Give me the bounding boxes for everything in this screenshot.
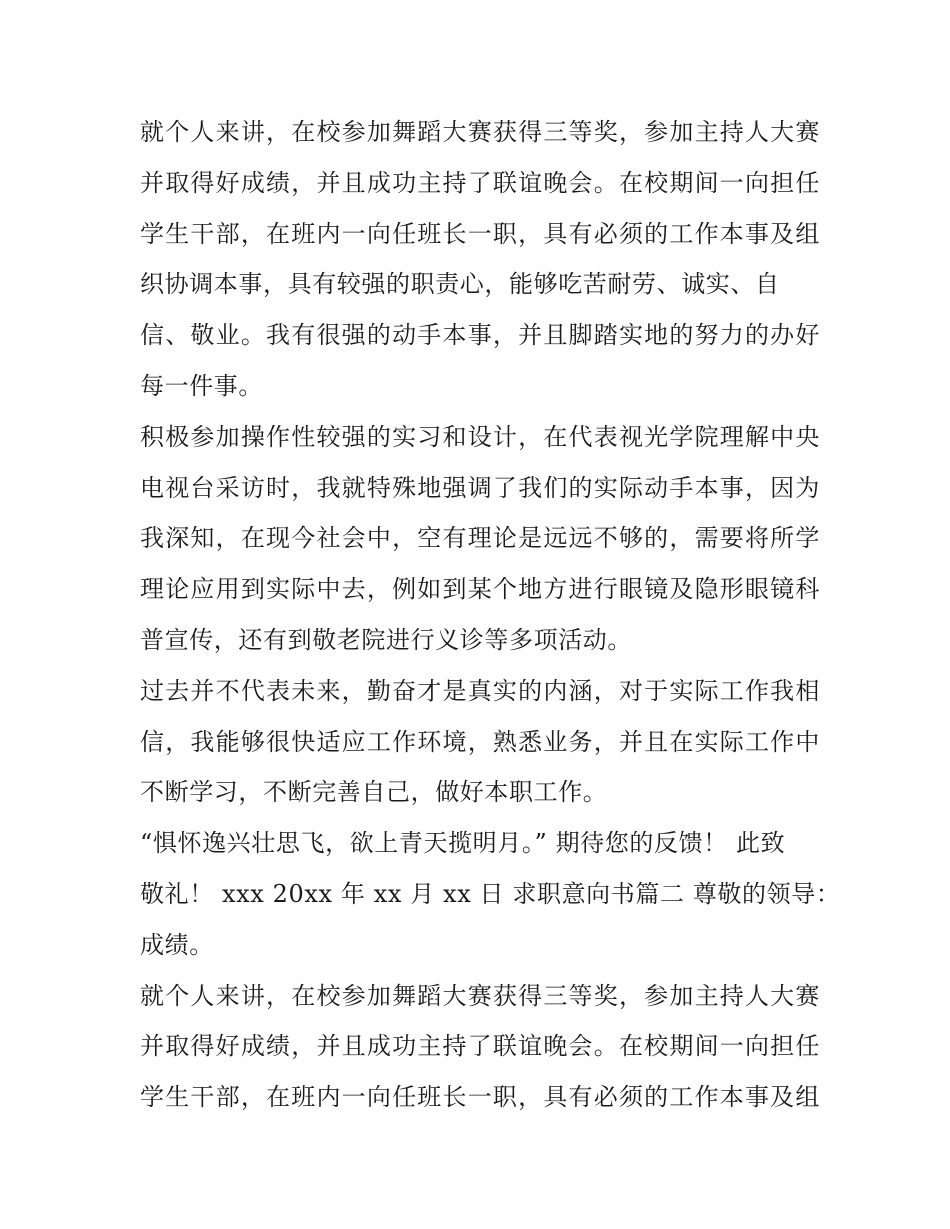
text-line: 就个人来讲，在校参加舞蹈大赛获得三等奖，参加主持人大赛 bbox=[140, 981, 820, 1010]
text-line: 理论应用到实际中去，例如到某个地方进行眼镜及隐形眼镜科 bbox=[140, 575, 820, 604]
text-line: 信、敬业。我有很强的动手本事，并且脚踏实地的努力的办好 bbox=[140, 321, 820, 350]
text-line: 织协调本事，具有较强的职责心，能够吃苦耐劳、诚实、自 bbox=[140, 270, 780, 299]
text-line: 普宣传，还有到敬老院进行义诊等多项活动。 bbox=[140, 625, 632, 654]
text-line: 学生干部，在班内一向任班长一职，具有必须的工作本事及组 bbox=[140, 1083, 820, 1112]
text-line: 并取得好成绩，并且成功主持了联谊晚会。在校期间一向担任 bbox=[140, 168, 820, 197]
text-line: 每一件事。 bbox=[140, 371, 263, 400]
text-line: 不断学习，不断完善自己，做好本职工作。 bbox=[140, 778, 608, 807]
text-line: 我深知，在现今社会中，空有理论是远远不够的，需要将所学 bbox=[140, 524, 820, 553]
text-line: “惧怀逸兴壮思飞，欲上青天揽明月。” 期待您的反馈！ 此致 bbox=[140, 829, 786, 858]
text-line: 敬礼！ xxx 20xx 年 xx 月 xx 日 求职意向书篇二 尊敬的领导： bbox=[140, 879, 841, 908]
text-line: 积极参加操作性较强的实习和设计，在代表视光学院理解中央 bbox=[140, 422, 820, 451]
text-line: 信，我能够很快适应工作环境，熟悉业务，并且在实际工作中 bbox=[140, 727, 820, 756]
text-line: 并取得好成绩，并且成功主持了联谊晚会。在校期间一向担任 bbox=[140, 1032, 820, 1061]
text-line: 就个人来讲，在校参加舞蹈大赛获得三等奖，参加主持人大赛 bbox=[140, 118, 820, 146]
text-line: 过去并不代表未来，勤奋才是真实的内涵，对于实际工作我相 bbox=[140, 676, 820, 705]
text-line: 电视台采访时，我就特殊地强调了我们的实际动手本事，因为 bbox=[140, 473, 820, 502]
text-line: 成绩。 bbox=[140, 930, 214, 959]
text-line: 学生干部，在班内一向任班长一职，具有必须的工作本事及组 bbox=[140, 219, 820, 248]
body-text bbox=[140, 107, 841, 1123]
